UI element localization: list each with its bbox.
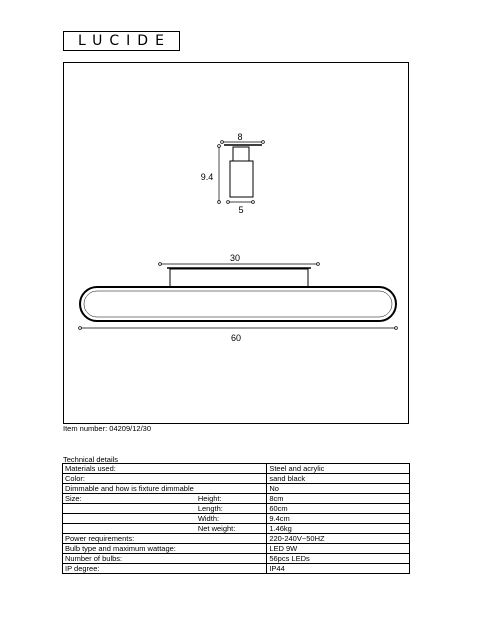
row-value: LED 9W	[267, 544, 410, 554]
row-value: IP44	[267, 564, 410, 574]
row-sublabel	[196, 484, 267, 494]
dim-mount-width: 30	[229, 253, 241, 263]
dim-small-top: 8	[237, 132, 243, 142]
row-sublabel	[196, 534, 267, 544]
table-row	[63, 544, 410, 554]
row-value: 56pcs LEDs	[267, 554, 410, 564]
dim-total-length: 60	[230, 333, 242, 343]
row-label: Power requirements:	[63, 534, 196, 544]
front-view	[79, 253, 398, 343]
row-label: IP degree:	[63, 564, 196, 574]
dim-small-bottom: 5	[238, 205, 244, 215]
row-value: 60cm	[267, 504, 410, 514]
item-number	[63, 424, 151, 433]
item-number-value: 04209/12/30	[109, 424, 151, 433]
row-label	[63, 514, 196, 524]
row-value: 8cm	[267, 494, 410, 504]
row-sublabel	[196, 564, 267, 574]
table-row	[63, 564, 410, 574]
row-label: Color:	[63, 474, 196, 484]
row-value: Steel and acrylic	[267, 464, 410, 474]
row-sublabel	[196, 464, 267, 474]
row-sublabel: Width:	[196, 514, 267, 524]
table-row	[63, 514, 410, 524]
row-label	[63, 504, 196, 514]
row-value: sand black	[267, 474, 410, 484]
dim-small-height: 9.4	[200, 172, 214, 182]
table-row	[63, 554, 410, 564]
row-value: 1.46kg	[267, 524, 410, 534]
table-row	[63, 524, 410, 534]
row-value: 9.4cm	[267, 514, 410, 524]
row-label: Materials used:	[63, 464, 196, 474]
row-sublabel: Net weight:	[196, 524, 267, 534]
row-label: Size:	[63, 494, 196, 504]
row-sublabel: Length:	[196, 504, 267, 514]
row-label: Bulb type and maximum wattage:	[63, 544, 196, 554]
row-label: Dimmable and how is fixture dimmable	[63, 484, 196, 494]
drawing-svg	[64, 63, 410, 425]
row-value: No	[267, 484, 410, 494]
table-row	[63, 534, 410, 544]
technical-details-table	[62, 463, 410, 574]
table-row	[63, 484, 410, 494]
item-number-label: Item number:	[63, 424, 108, 433]
technical-drawing	[63, 62, 409, 424]
table-row	[63, 494, 410, 504]
row-sublabel	[196, 554, 267, 564]
technical-details-title: Technical details	[63, 455, 119, 464]
side-view	[201, 132, 265, 215]
row-label	[63, 524, 196, 534]
table-row	[63, 474, 410, 484]
row-sublabel	[196, 474, 267, 484]
table-row	[63, 464, 410, 474]
table-row	[63, 504, 410, 514]
row-sublabel: Height:	[196, 494, 267, 504]
row-sublabel	[196, 544, 267, 554]
row-label: Number of bulbs:	[63, 554, 196, 564]
brand-logo	[63, 31, 180, 51]
row-value: 220-240V~50HZ	[267, 534, 410, 544]
logo-text: LUCIDE	[78, 33, 171, 49]
